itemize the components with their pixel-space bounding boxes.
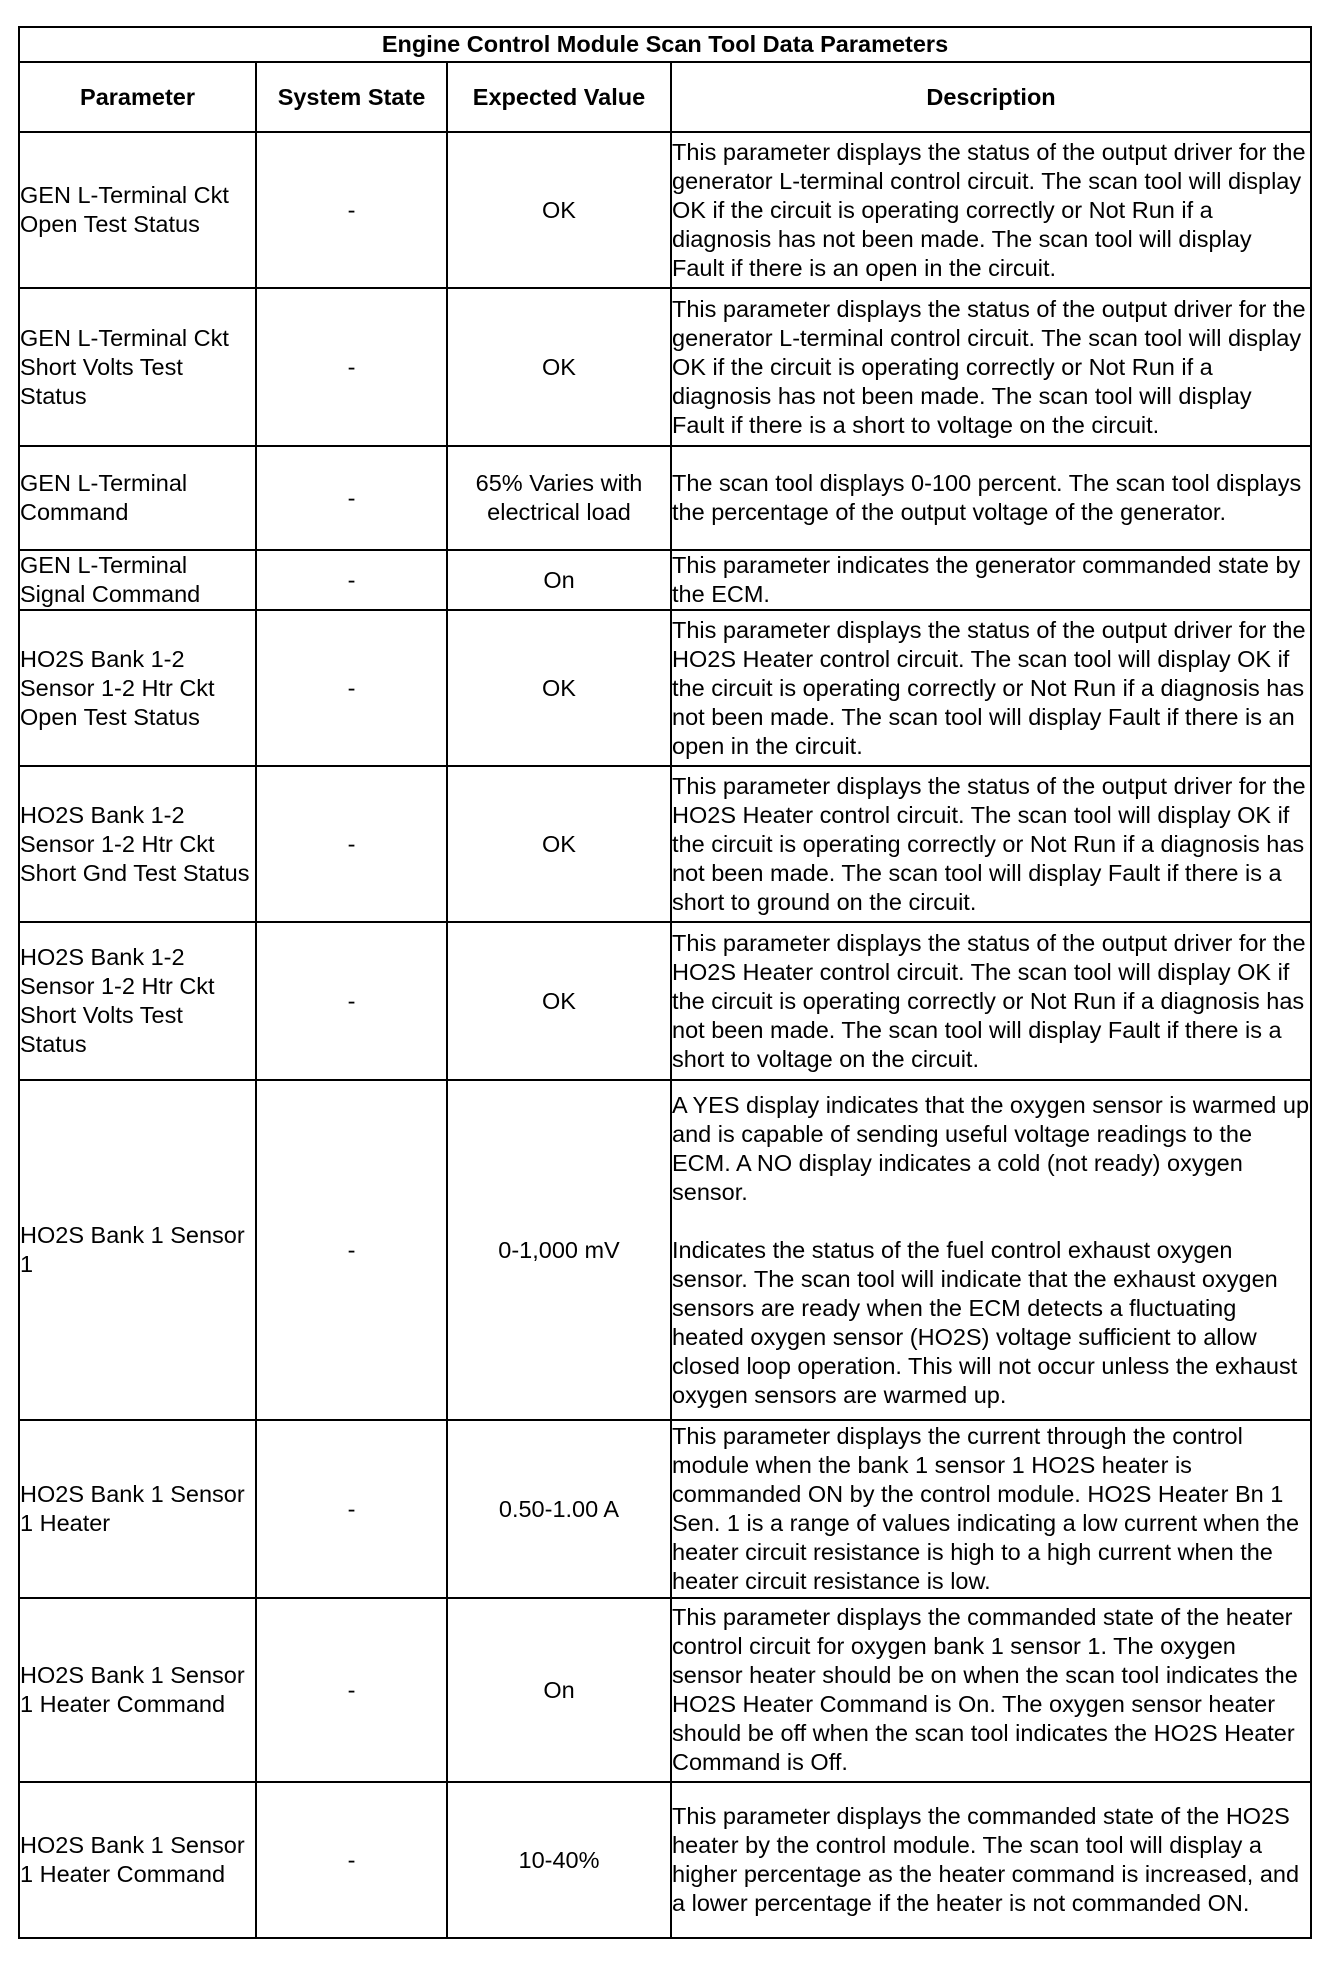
description-cell <box>671 288 1311 446</box>
parameter-cell: HO2S Bank 1-2 Sensor 1-2 Htr Ckt Short Gnd Test Status <box>19 766 256 922</box>
description-cell <box>671 610 1311 766</box>
table-title-row <box>19 27 1311 62</box>
system-state-cell: - <box>256 288 447 446</box>
system-state-cell: - <box>256 766 447 922</box>
parameter-cell: GEN L-Terminal Command <box>19 446 256 550</box>
description-text: The scan tool displays 0-100 percent. The scan tool displays the percentage of the output voltage of the generator. <box>672 470 1302 525</box>
system-state-cell: - <box>256 610 447 766</box>
parameter-cell: HO2S Bank 1-2 Sensor 1-2 Htr Ckt Open Test Status <box>19 610 256 766</box>
description-cell <box>671 446 1311 550</box>
table-row <box>19 132 1311 288</box>
description-text: This parameter displays the status of the output driver for the HO2S Heater control circuit. The scan tool will display OK if the circuit is operating correctly or Not Run if a diagnosis has not been made. The scan tool will display Fault if there is a short to voltage on the circuit. <box>672 929 1306 1072</box>
description-text: This parameter displays the status of the output driver for the generator L-terminal control circuit. The scan tool will display OK if the circuit is operating correctly or Not Run if a diagnosis has not been made. The scan tool will display Fault if there is an open in the circuit. <box>672 138 1306 281</box>
description-text: This parameter displays the status of the output driver for the HO2S Heater control circuit. The scan tool will display OK if the circuit is operating correctly or Not Run if a diagnosis has not been made. The scan tool will display Fault if there is an open in the circuit. <box>672 616 1306 759</box>
description-cell <box>671 1080 1311 1420</box>
description-text: This parameter indicates the generator commanded state by the ECM. <box>672 552 1301 607</box>
parameter-cell: HO2S Bank 1 Sensor 1 <box>19 1080 256 1420</box>
parameter-cell: HO2S Bank 1 Sensor 1 Heater Command <box>19 1598 256 1782</box>
header-parameter: Parameter <box>19 62 256 132</box>
description-cell <box>671 1420 1311 1598</box>
parameter-cell: HO2S Bank 1 Sensor 1 Heater <box>19 1420 256 1598</box>
table-row <box>19 1598 1311 1782</box>
table-body <box>19 132 1311 1938</box>
description-cell <box>671 766 1311 922</box>
system-state-cell: - <box>256 922 447 1080</box>
description-text: This parameter displays the status of the output driver for the HO2S Heater control circuit. The scan tool will display OK if the circuit is operating correctly or Not Run if a diagnosis has not been made. The scan tool will display Fault if there is a short to ground on the circuit. <box>672 772 1306 915</box>
system-state-cell: - <box>256 1598 447 1782</box>
description-text: Indicates the status of the fuel control exhaust oxygen sensor. The scan tool will indicate that the exhaust oxygen sensors are ready when the ECM detects a fluctuating heated oxygen sensor (HO2S) voltage sufficient to allow closed loop operation. This will not occur unless the exhaust oxygen sensors are warmed up. <box>672 1236 1298 1408</box>
description-text: This parameter displays the status of the output driver for the generator L-terminal control circuit. The scan tool will display OK if the circuit is operating correctly or Not Run if a diagnosis has not been made. The scan tool will display Fault if there is a short to voltage on the circuit. <box>672 295 1306 438</box>
table-row <box>19 1420 1311 1598</box>
expected-value-cell: 0.50-1.00 A <box>447 1420 671 1598</box>
parameter-cell: HO2S Bank 1 Sensor 1 Heater Command <box>19 1782 256 1938</box>
header-description: Description <box>671 62 1311 132</box>
description-text: A YES display indicates that the oxygen sensor is warmed up and is capable of sending useful voltage readings to the ECM. A NO display indicates a cold (not ready) oxygen sensor. <box>672 1091 1310 1205</box>
table-row <box>19 766 1311 922</box>
expected-value-cell: OK <box>447 766 671 922</box>
table-header-row <box>19 62 1311 132</box>
expected-value-cell: On <box>447 550 671 610</box>
expected-value-cell: OK <box>447 288 671 446</box>
expected-value-cell: 0-1,000 mV <box>447 1080 671 1420</box>
description-cell <box>671 1598 1311 1782</box>
description-text: This parameter displays the current through the control module when the bank 1 sensor 1 HO2S heater is commanded ON by the control module. HO2S Heater Bn 1 Sen. 1 is a range of values indicating a low current when the heater circuit resistance is high to a high current when the heater circuit resistance is low. <box>672 1423 1300 1594</box>
table-row <box>19 288 1311 446</box>
parameter-cell: GEN L-Terminal Signal Command <box>19 550 256 610</box>
system-state-cell: - <box>256 1080 447 1420</box>
table-row <box>19 610 1311 766</box>
scan-tool-data-table <box>18 26 1312 1939</box>
description-cell <box>671 1782 1311 1938</box>
description-cell <box>671 550 1311 610</box>
parameter-cell: GEN L-Terminal Ckt Short Volts Test Status <box>19 288 256 446</box>
expected-value-cell: OK <box>447 132 671 288</box>
expected-value-cell: OK <box>447 610 671 766</box>
expected-value-cell: 10-40% <box>447 1782 671 1938</box>
paragraph-gap <box>672 1207 1310 1236</box>
table-title: Engine Control Module Scan Tool Data Parameters <box>19 27 1311 62</box>
header-system-state: System State <box>256 62 447 132</box>
table-row <box>19 1782 1311 1938</box>
header-expected-value: Expected Value <box>447 62 671 132</box>
description-cell <box>671 922 1311 1080</box>
system-state-cell: - <box>256 1420 447 1598</box>
table-row <box>19 922 1311 1080</box>
expected-value-cell: 65% Varies with electrical load <box>447 446 671 550</box>
table-row <box>19 550 1311 610</box>
table-row <box>19 446 1311 550</box>
system-state-cell: - <box>256 1782 447 1938</box>
description-cell <box>671 132 1311 288</box>
description-text: This parameter displays the commanded state of the HO2S heater by the control module. The scan tool will display a higher percentage as the heater command is increased, and a lower percentage if the heater is not commanded ON. <box>672 1803 1300 1916</box>
system-state-cell: - <box>256 550 447 610</box>
system-state-cell: - <box>256 132 447 288</box>
expected-value-cell: On <box>447 1598 671 1782</box>
system-state-cell: - <box>256 446 447 550</box>
parameter-cell: HO2S Bank 1-2 Sensor 1-2 Htr Ckt Short Volts Test Status <box>19 922 256 1080</box>
table-row <box>19 1080 1311 1420</box>
parameter-cell: GEN L-Terminal Ckt Open Test Status <box>19 132 256 288</box>
description-text: This parameter displays the commanded state of the heater control circuit for oxygen bank 1 sensor 1. The oxygen sensor heater should be on when the scan tool indicates the HO2S Heater Command is On. The oxygen sensor heater should be off when the scan tool indicates the HO2S Heater Command is Off. <box>672 1604 1298 1775</box>
expected-value-cell: OK <box>447 922 671 1080</box>
